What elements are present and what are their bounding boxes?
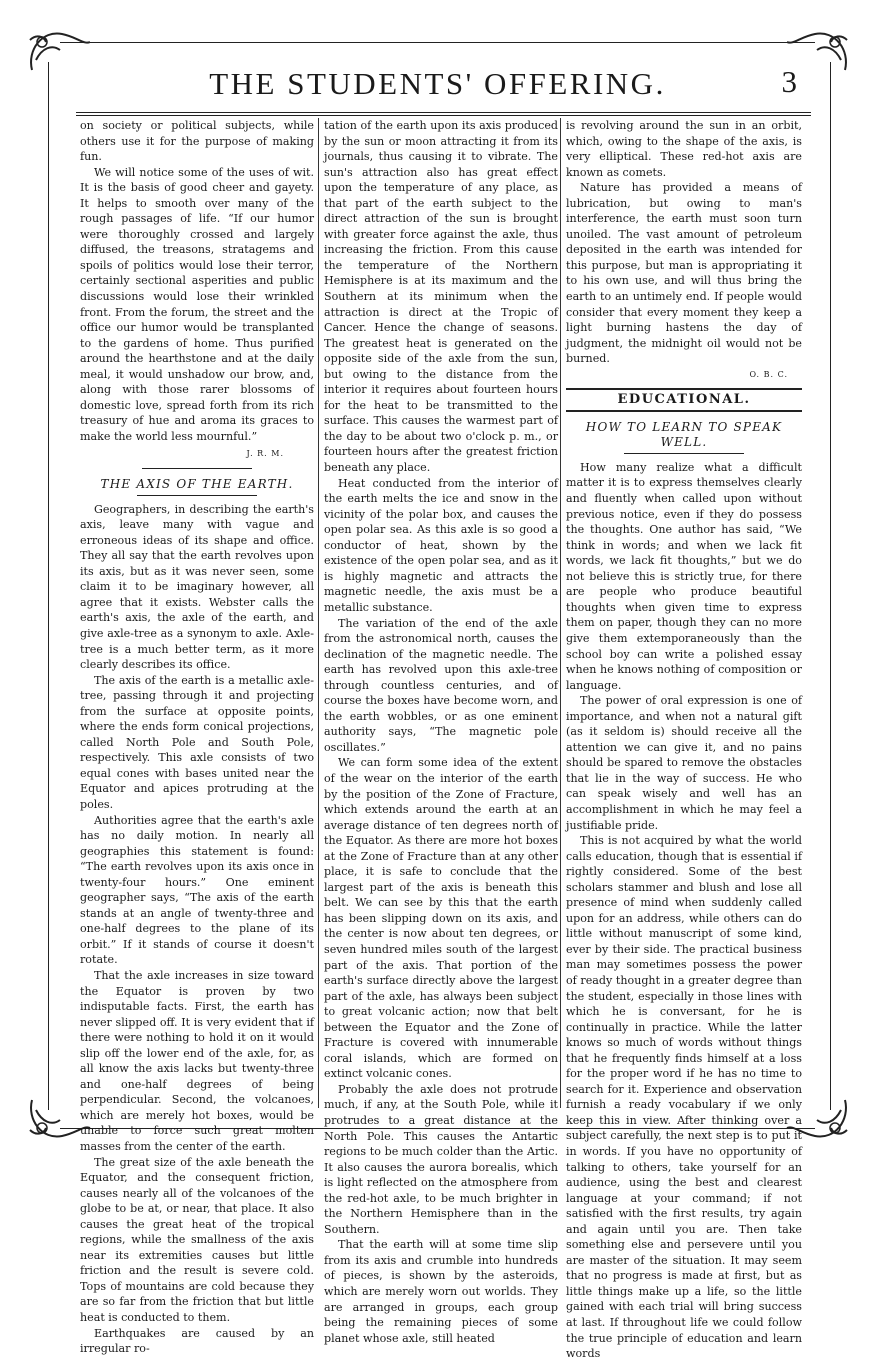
paragraph: The power of oral expression is one of importance, and when not a natural gift (as it seldom is) should receive all the attention we can give it, and no pains should be spared to remove the obstacles that lie in the way of success. He who can speak wisely and well has an accomplishment in which he may feel a justifiable pride. <box>566 694 802 832</box>
masthead <box>70 64 805 108</box>
column-divider <box>318 118 319 1108</box>
page-number: 3 <box>781 64 797 99</box>
paragraph: Authorities agree that the earth's axle has no daily motion. In nearly all geographies this statement is found: “The earth revolves upon its axis once in twenty-four hours.” One eminent geographer says, “The axis of the earth stands at an angle of twenty-three and one-half degrees to the plane of its orbit.” If it stands of course it doesn't rotate. <box>80 813 314 967</box>
paragraph: Nature has provided a means of lubrication, but owing to man's interference, the earth must soon turn unoiled. The vast amount of petroleum deposited in the earth was intended for this purpose, but man is appropriating it to his own use, and will thus bring the earth to an untimely end. If people would consider that every moment they keep a light burning hastens the day of judgment, the midnight oil would not be burned. <box>566 181 802 366</box>
page-border-left <box>48 62 49 1110</box>
column-divider <box>560 118 561 1108</box>
paragraph: on society or political subjects, while others use it for the purpose of making fun. <box>80 119 314 164</box>
paragraph: is revolving around the sun in an orbit, which, owing to the shape of the axis, is very elliptical. These red-hot axis are known as comets. <box>566 119 802 179</box>
masthead-rule-secondary <box>76 115 811 116</box>
paragraph: How many realize what a difficult matter it is to express themselves clearly and fluently when called upon without previous notice, even if they do possess the thoughts. One author has said, “We think in words; and when we lack fit words, we lack fit thoughts,” but we do not believe this is strictly true, for there are people who produce beautiful thoughts when given time to express them on paper, though they can no more give them extemporaneously than the school boy can write a polished essay when he knows nothing of composition or language. <box>566 460 802 692</box>
paragraph: The variation of the end of the axle from the astronomical north, causes the declination of the magnetic needle. The earth has revolved upon this axle-tree through countless centuries, and of course the boxes have become worn, and the earth wobbles, or as one eminent authority says, “The magnetic pole oscillates.” <box>324 616 558 754</box>
paragraph: The great size of the axle beneath the Equator, and the consequent friction, causes nearly all of the volcanoes of the globe to be at, or near, that place. It also causes the great heat of the tropical regions, while the smallness of the axis near its extremities causes but little friction and the result is severe cold. Tops of mountains are cold because they are so far from the friction that but little heat is conducted to them. <box>80 1155 314 1325</box>
author-signature: O. B. C. <box>749 369 788 379</box>
paragraph: tation of the earth upon its axis produced by the sun or moon attracting it from its journals, thus causing it to vibrate. The sun's attraction also has great effect upon the temperature of any place, as that part of the earth subject to the direct attraction of the sun is brought with greater force against the axle, thus increasing the friction. From this cause the temperature of the Northern Hemisphere is at its maximum and the Southern at its minimum when the attraction is direct at the Tropic of Cancer. Hence the change of seasons. The greatest heat is generated on the opposite side of the axle from the sun, but owing to the distance from the interior it requires about fourteen hours for the heat to be transmitted to the surface. This causes the warmest part of the day to be about two o'clock p. m., or fourteen hours after the greatest friction beneath any place. <box>324 119 558 475</box>
paragraph: Earthquakes are caused by an irregular ro- <box>80 1326 314 1356</box>
page-border-top <box>60 42 815 43</box>
masthead-rule <box>76 112 811 113</box>
section-heading: EDUCATIONAL. <box>566 388 802 412</box>
paragraph: Heat conducted from the interior of the earth melts the ice and snow in the vicinity of the polar box, and causes the open polar sea. As this axle is so good a conductor of heat, shown by the existence of the open polar sea, and as it is highly magnetic and attracts the magnetic needle, the axis must be a metallic substance. <box>324 476 558 614</box>
paragraph: The axis of the earth is a metallic axle-tree, passing through it and projecting from the surface at opposite points, where the ends form conical projections, called North Pole and South Pole, respectively. This axle consists of two equal cones with bases united near the Equator and apices protruding at the poles. <box>80 673 314 811</box>
divider <box>142 468 252 469</box>
paragraph: We can form some idea of the extent of the wear on the interior of the earth by the position of the Zone of Fracture, which extends around the earth at an average distance of ten degrees north of the Equator. As there are more hot boxes at the Zone of Fracture than at any other place, it is safe to conclude that the largest part of the axis is beneath this belt. We can see by this that the earth has been slipping down on its axis, and the center is now about ten degrees, or seven hundred miles south of the largest part of the axis. That portion of the earth's surface directly above the largest part of the axle, has always been subject to great volcanic action; now that belt between the Equator and the Zone of Fracture is covered with innumerable coral islands, which are formed on extinct volcanic cones. <box>324 756 558 1081</box>
paragraph: This is not acquired by what the world calls education, though that is essential if rightly considered. Some of the best scholars stammer and blush and lose all presence of mind when suddenly called upon for an address, while others can do little without manuscript of some kind, ever by their side. The practical business man may sometimes possess the power of ready thought in a greater degree than the student, especially in those lines with which he is conversant, for he is continually in practice. While the latter knows so much of words without things that he frequently finds himself at a loss for the proper word if he has no time to search for it. Experience and observation furnish a ready vocabulary if we only keep this in view. After thinking over a subject carefully, the next step is to put it in words. If you have no opportunity of talking to others, take yourself for an audience, using the best and clearest language at your command; if not satisfied with the first results, try again and again until you are. Then take something else and persevere until you are master of the situation. It may seem that no progress is made at first, but as little things make up a life, so the little gained with each trial will bring success at last. If throughout life we could follow the true principle of education and learn words <box>566 834 802 1361</box>
column-3 <box>566 118 802 1362</box>
article-title: THE AXIS OF THE EARTH. <box>100 477 294 492</box>
author-signature: J. R. M. <box>246 449 284 459</box>
paragraph: That the axle increases in size toward the Equator is proven by two indisputable facts. First, the earth has never slipped off. It is very evident that if there were nothing to hold it on it would slip off the lower end of the axle, for, as all know the axis lacks but twenty-three and one-half degrees of being perpendicular. Second, the volcanoes, which are merely hot boxes, would be unable to force such great molten masses from the center of the earth. <box>80 968 314 1153</box>
article-title: HOW TO LEARN TO SPEAK WELL. <box>585 419 783 450</box>
paragraph: We will notice some of the uses of wit. It is the basis of good cheer and gayety. It helps to smooth over many of the rough passages of life. “If our humor were thoroughly crossed and largely diffused, the treasons, stratagems and spoils of politics would lose their terror, certainly sectional asperities and public discussions would lose their wrinkled front. From the forum, the street and the office our humor would be transplanted to the gardens of home. Thus purified around the hearthstone and at the daily meal, it would unshadow our brow, and, along with those rarer blossoms of domestic love, spread forth from its rich treasury of hue and aroma its graces to make the world less mournful.” <box>80 165 314 443</box>
paragraph: That the earth will at some time slip from its axis and crumble into hundreds of pieces, is shown by the asteroids, which are merely worn out worlds. They are arranged in groups, each group being the remaining pieces of some planet whose axle, still heated <box>324 1238 558 1345</box>
page-border-right <box>830 62 831 1110</box>
paragraph: Geographers, in describing the earth's axis, leave many with vague and erroneous ideas of its shape and office. They all say that the earth revolves upon its axis, but as it was never seen, some claim it to be imaginary however, all agree that it exists. Webster calls the earth's axis, the axle of the earth, and give axle-tree as a synonym to axle. Axle-tree is a much better term, as it more clearly describes its office. <box>80 502 314 672</box>
masthead-title: THE STUDENTS' OFFERING. <box>209 66 666 101</box>
paragraph: Probably the axle does not protrude much, if any, at the South Pole, while it protrudes to a great distance at the North Pole. This causes the Antartic regions to be much colder than the Artic. It also causes the aurora borealis, which is light reflected on the atmosphere from the red-hot axle, to be much brighter in the Northern Hemisphere than in the Southern. <box>324 1082 558 1236</box>
column-2 <box>324 118 558 1346</box>
divider <box>137 495 257 496</box>
column-1 <box>80 118 314 1357</box>
divider <box>624 453 744 454</box>
